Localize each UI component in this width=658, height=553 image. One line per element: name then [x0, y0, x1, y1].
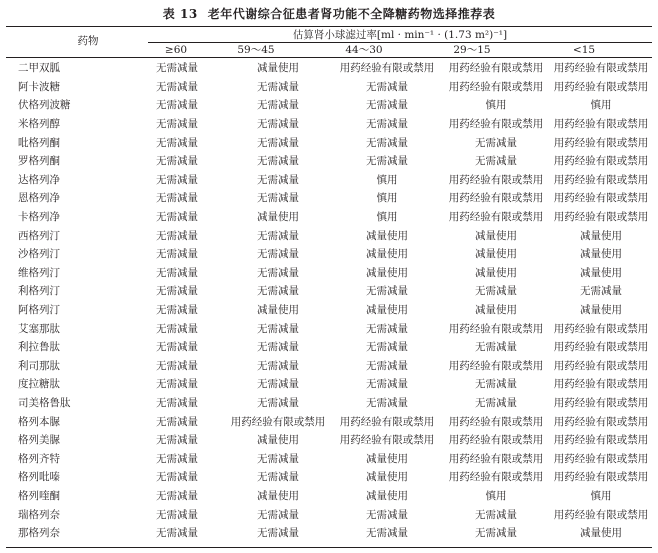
drug-name: 西格列汀 [18, 229, 60, 242]
recommendation-cell: 慎用 [485, 99, 507, 112]
recommendation-cell: 用药经验有限或禁用 [553, 80, 649, 93]
recommendation-cell: 减量使用 [580, 304, 622, 317]
recommendation-cell: 无需减量 [257, 136, 299, 149]
recommendation-cell: 用药经验有限或禁用 [553, 173, 649, 186]
table-row [6, 96, 652, 115]
recommendation-cell: 无需减量 [156, 452, 198, 465]
recommendation-cell: 用药经验有限或禁用 [448, 471, 544, 484]
recommendation-cell: 无需减量 [156, 285, 198, 298]
drug-name: 利格列汀 [18, 285, 60, 298]
drug-name: 格列喹酮 [18, 489, 60, 502]
recommendation-cell: 用药经验有限或禁用 [553, 471, 649, 484]
recommendation-cell: 无需减量 [156, 136, 198, 149]
recommendation-cell: 用药经验有限或禁用 [448, 359, 544, 372]
recommendation-cell: 无需减量 [257, 508, 299, 521]
header-bottom-rule [6, 57, 652, 58]
recommendation-cell: 用药经验有限或禁用 [448, 80, 544, 93]
recommendation-cell: 无需减量 [366, 508, 408, 521]
drug-name: 阿卡波糖 [18, 80, 60, 93]
table-row [6, 245, 652, 264]
recommendation-cell: 无需减量 [156, 192, 198, 205]
recommendation-cell: 减量使用 [366, 266, 408, 279]
recommendation-cell: 用药经验有限或禁用 [339, 415, 435, 428]
recommendation-cell: 减量使用 [366, 471, 408, 484]
recommendation-cell: 无需减量 [366, 155, 408, 168]
drug-name: 格列本脲 [18, 415, 60, 428]
table-row [6, 282, 652, 301]
recommendation-cell: 无需减量 [366, 99, 408, 112]
recommendation-cell: 无需减量 [156, 396, 198, 409]
drug-name: 利拉鲁肽 [18, 341, 60, 354]
recommendation-cell: 用药经验有限或禁用 [553, 452, 649, 465]
table-body [6, 59, 652, 542]
drug-name: 米格列醇 [18, 118, 60, 131]
drug-name: 利司那肽 [18, 359, 60, 372]
recommendation-cell: 减量使用 [257, 304, 299, 317]
drug-name: 二甲双胍 [18, 62, 60, 75]
recommendation-cell: 用药经验有限或禁用 [448, 434, 544, 447]
table-row [6, 505, 652, 524]
recommendation-cell: 用药经验有限或禁用 [553, 211, 649, 224]
recommendation-cell: 用药经验有限或禁用 [230, 415, 326, 428]
table-row [6, 449, 652, 468]
recommendation-cell: 用药经验有限或禁用 [553, 359, 649, 372]
drug-name: 达格列净 [18, 173, 60, 186]
recommendation-cell: 减量使用 [257, 62, 299, 75]
recommendation-cell: 无需减量 [366, 80, 408, 93]
table-row [6, 524, 652, 543]
recommendation-cell: 用药经验有限或禁用 [448, 452, 544, 465]
recommendation-cell: 用药经验有限或禁用 [553, 155, 649, 168]
egfr-group-header: 估算肾小球滤过率[ml · min⁻¹ · (1.73 m²)⁻¹] [292, 29, 508, 41]
recommendation-cell: 无需减量 [156, 211, 198, 224]
recommendation-cell: 无需减量 [257, 192, 299, 205]
recommendation-cell: 无需减量 [156, 508, 198, 521]
col-header-egfr-60: ≥60 [164, 44, 188, 56]
recommendation-cell: 减量使用 [580, 527, 622, 540]
recommendation-cell: 无需减量 [156, 304, 198, 317]
col-header-egfr-lt-15: <15 [572, 44, 596, 56]
recommendation-cell: 无需减量 [257, 155, 299, 168]
table-row [6, 357, 652, 376]
recommendation-cell: 无需减量 [257, 341, 299, 354]
recommendation-cell: 慎用 [376, 173, 398, 186]
recommendation-cell: 无需减量 [156, 248, 198, 261]
table-row [6, 412, 652, 431]
recommendation-cell: 减量使用 [366, 452, 408, 465]
drug-name: 艾塞那肽 [18, 322, 60, 335]
recommendation-cell: 无需减量 [475, 508, 517, 521]
recommendation-cell: 慎用 [376, 211, 398, 224]
table-row [6, 152, 652, 171]
recommendation-cell: 无需减量 [257, 173, 299, 186]
table-row [6, 264, 652, 283]
recommendation-cell: 无需减量 [366, 378, 408, 391]
table-row [6, 78, 652, 97]
recommendation-cell: 无需减量 [580, 285, 622, 298]
recommendation-cell: 无需减量 [156, 378, 198, 391]
table-row [6, 115, 652, 134]
recommendation-cell: 无需减量 [366, 527, 408, 540]
drug-name: 格列美脲 [18, 434, 60, 447]
recommendation-cell: 无需减量 [156, 173, 198, 186]
recommendation-cell: 无需减量 [475, 396, 517, 409]
recommendation-cell: 无需减量 [366, 118, 408, 131]
recommendation-cell: 慎用 [590, 99, 612, 112]
recommendation-cell: 无需减量 [257, 99, 299, 112]
recommendation-cell: 无需减量 [475, 527, 517, 540]
recommendation-cell: 无需减量 [156, 359, 198, 372]
recommendation-cell: 减量使用 [366, 489, 408, 502]
recommendation-cell: 无需减量 [475, 285, 517, 298]
bottom-rule [6, 547, 652, 548]
col-header-egfr-59-45: 59～45 [237, 44, 275, 56]
recommendation-cell: 用药经验有限或禁用 [553, 118, 649, 131]
recommendation-cell: 减量使用 [366, 248, 408, 261]
table-row [6, 189, 652, 208]
recommendation-cell: 用药经验有限或禁用 [448, 173, 544, 186]
recommendation-cell: 无需减量 [257, 118, 299, 131]
drug-name: 那格列奈 [18, 527, 60, 540]
recommendation-cell: 无需减量 [366, 396, 408, 409]
drug-column-header: 药物 [77, 35, 99, 47]
recommendation-cell: 无需减量 [257, 266, 299, 279]
table-row [6, 208, 652, 227]
table-number: 表 13 [162, 7, 198, 21]
recommendation-cell: 减量使用 [257, 211, 299, 224]
recommendation-cell: 用药经验有限或禁用 [448, 415, 544, 428]
recommendation-cell: 用药经验有限或禁用 [448, 62, 544, 75]
recommendation-cell: 无需减量 [156, 80, 198, 93]
recommendation-cell: 减量使用 [257, 434, 299, 447]
table-row [6, 133, 652, 152]
recommendation-cell: 无需减量 [475, 378, 517, 391]
recommendation-cell: 无需减量 [156, 99, 198, 112]
table-row [6, 226, 652, 245]
recommendation-cell: 无需减量 [257, 248, 299, 261]
recommendation-cell: 无需减量 [257, 378, 299, 391]
recommendation-cell: 无需减量 [257, 229, 299, 242]
recommendation-cell: 无需减量 [156, 527, 198, 540]
recommendation-cell: 减量使用 [580, 229, 622, 242]
recommendation-cell: 用药经验有限或禁用 [553, 62, 649, 75]
drug-name: 司美格鲁肽 [18, 396, 71, 409]
recommendation-cell: 无需减量 [156, 471, 198, 484]
recommendation-table [6, 59, 652, 542]
table-row [6, 301, 652, 320]
recommendation-cell: 减量使用 [475, 266, 517, 279]
recommendation-cell: 无需减量 [156, 322, 198, 335]
recommendation-cell: 慎用 [590, 489, 612, 502]
recommendation-cell: 用药经验有限或禁用 [553, 192, 649, 205]
recommendation-cell: 用药经验有限或禁用 [553, 378, 649, 391]
recommendation-cell: 无需减量 [257, 322, 299, 335]
table-title [0, 5, 658, 22]
table-row [6, 468, 652, 487]
recommendation-cell: 减量使用 [580, 266, 622, 279]
recommendation-cell: 用药经验有限或禁用 [448, 322, 544, 335]
drug-name: 恩格列净 [18, 192, 60, 205]
recommendation-cell: 无需减量 [366, 341, 408, 354]
recommendation-cell: 无需减量 [156, 489, 198, 502]
recommendation-cell: 用药经验有限或禁用 [339, 434, 435, 447]
recommendation-cell: 无需减量 [156, 341, 198, 354]
col-header-egfr-29-15: 29～15 [453, 44, 491, 56]
recommendation-cell: 减量使用 [366, 304, 408, 317]
table-row [6, 171, 652, 190]
recommendation-cell: 用药经验有限或禁用 [553, 396, 649, 409]
drug-name: 罗格列酮 [18, 155, 60, 168]
recommendation-cell: 无需减量 [475, 341, 517, 354]
recommendation-cell: 无需减量 [366, 136, 408, 149]
recommendation-cell: 用药经验有限或禁用 [553, 322, 649, 335]
recommendation-cell: 无需减量 [156, 415, 198, 428]
recommendation-cell: 用药经验有限或禁用 [448, 211, 544, 224]
table-row [6, 431, 652, 450]
drug-name: 格列吡嗪 [18, 471, 60, 484]
recommendation-cell: 减量使用 [366, 229, 408, 242]
recommendation-cell: 无需减量 [475, 155, 517, 168]
drug-name: 阿格列汀 [18, 304, 60, 317]
recommendation-cell: 减量使用 [475, 229, 517, 242]
recommendation-cell: 无需减量 [257, 527, 299, 540]
col-header-egfr-44-30: 44～30 [345, 44, 383, 56]
recommendation-cell: 用药经验有限或禁用 [448, 192, 544, 205]
recommendation-cell: 无需减量 [366, 322, 408, 335]
recommendation-cell: 无需减量 [257, 471, 299, 484]
recommendation-cell: 用药经验有限或禁用 [553, 415, 649, 428]
table-row [6, 394, 652, 413]
recommendation-cell: 无需减量 [257, 80, 299, 93]
recommendation-cell: 无需减量 [257, 285, 299, 298]
recommendation-cell: 用药经验有限或禁用 [553, 434, 649, 447]
drug-name: 卡格列净 [18, 211, 60, 224]
table-caption: 老年代谢综合征患者肾功能不全降糖药物选择推荐表 [207, 7, 496, 21]
drug-name: 沙格列汀 [18, 248, 60, 261]
recommendation-cell: 用药经验有限或禁用 [553, 136, 649, 149]
recommendation-cell: 无需减量 [475, 136, 517, 149]
recommendation-cell: 无需减量 [156, 155, 198, 168]
drug-name: 瑞格列奈 [18, 508, 60, 521]
table-row [6, 338, 652, 357]
recommendation-cell: 减量使用 [475, 248, 517, 261]
table-row [6, 487, 652, 506]
recommendation-cell: 无需减量 [156, 434, 198, 447]
table-row [6, 59, 652, 78]
table-row [6, 375, 652, 394]
recommendation-cell: 减量使用 [580, 248, 622, 261]
recommendation-cell: 无需减量 [156, 118, 198, 131]
recommendation-cell: 无需减量 [257, 359, 299, 372]
recommendation-cell: 无需减量 [156, 62, 198, 75]
recommendation-cell: 减量使用 [475, 304, 517, 317]
recommendation-cell: 慎用 [376, 192, 398, 205]
drug-name: 伏格列波糖 [18, 99, 71, 112]
table-row [6, 319, 652, 338]
drug-name: 维格列汀 [18, 266, 60, 279]
recommendation-cell: 无需减量 [156, 266, 198, 279]
recommendation-cell: 慎用 [485, 489, 507, 502]
recommendation-cell: 无需减量 [257, 452, 299, 465]
recommendation-cell: 用药经验有限或禁用 [448, 118, 544, 131]
recommendation-cell: 无需减量 [366, 359, 408, 372]
drug-name: 格列齐特 [18, 452, 60, 465]
recommendation-cell: 用药经验有限或禁用 [339, 62, 435, 75]
drug-name: 吡格列酮 [18, 136, 60, 149]
recommendation-cell: 无需减量 [257, 396, 299, 409]
drug-name: 度拉糖肽 [18, 378, 60, 391]
recommendation-cell: 无需减量 [366, 285, 408, 298]
recommendation-cell: 无需减量 [156, 229, 198, 242]
recommendation-cell: 用药经验有限或禁用 [553, 508, 649, 521]
recommendation-cell: 减量使用 [257, 489, 299, 502]
recommendation-cell: 用药经验有限或禁用 [553, 341, 649, 354]
